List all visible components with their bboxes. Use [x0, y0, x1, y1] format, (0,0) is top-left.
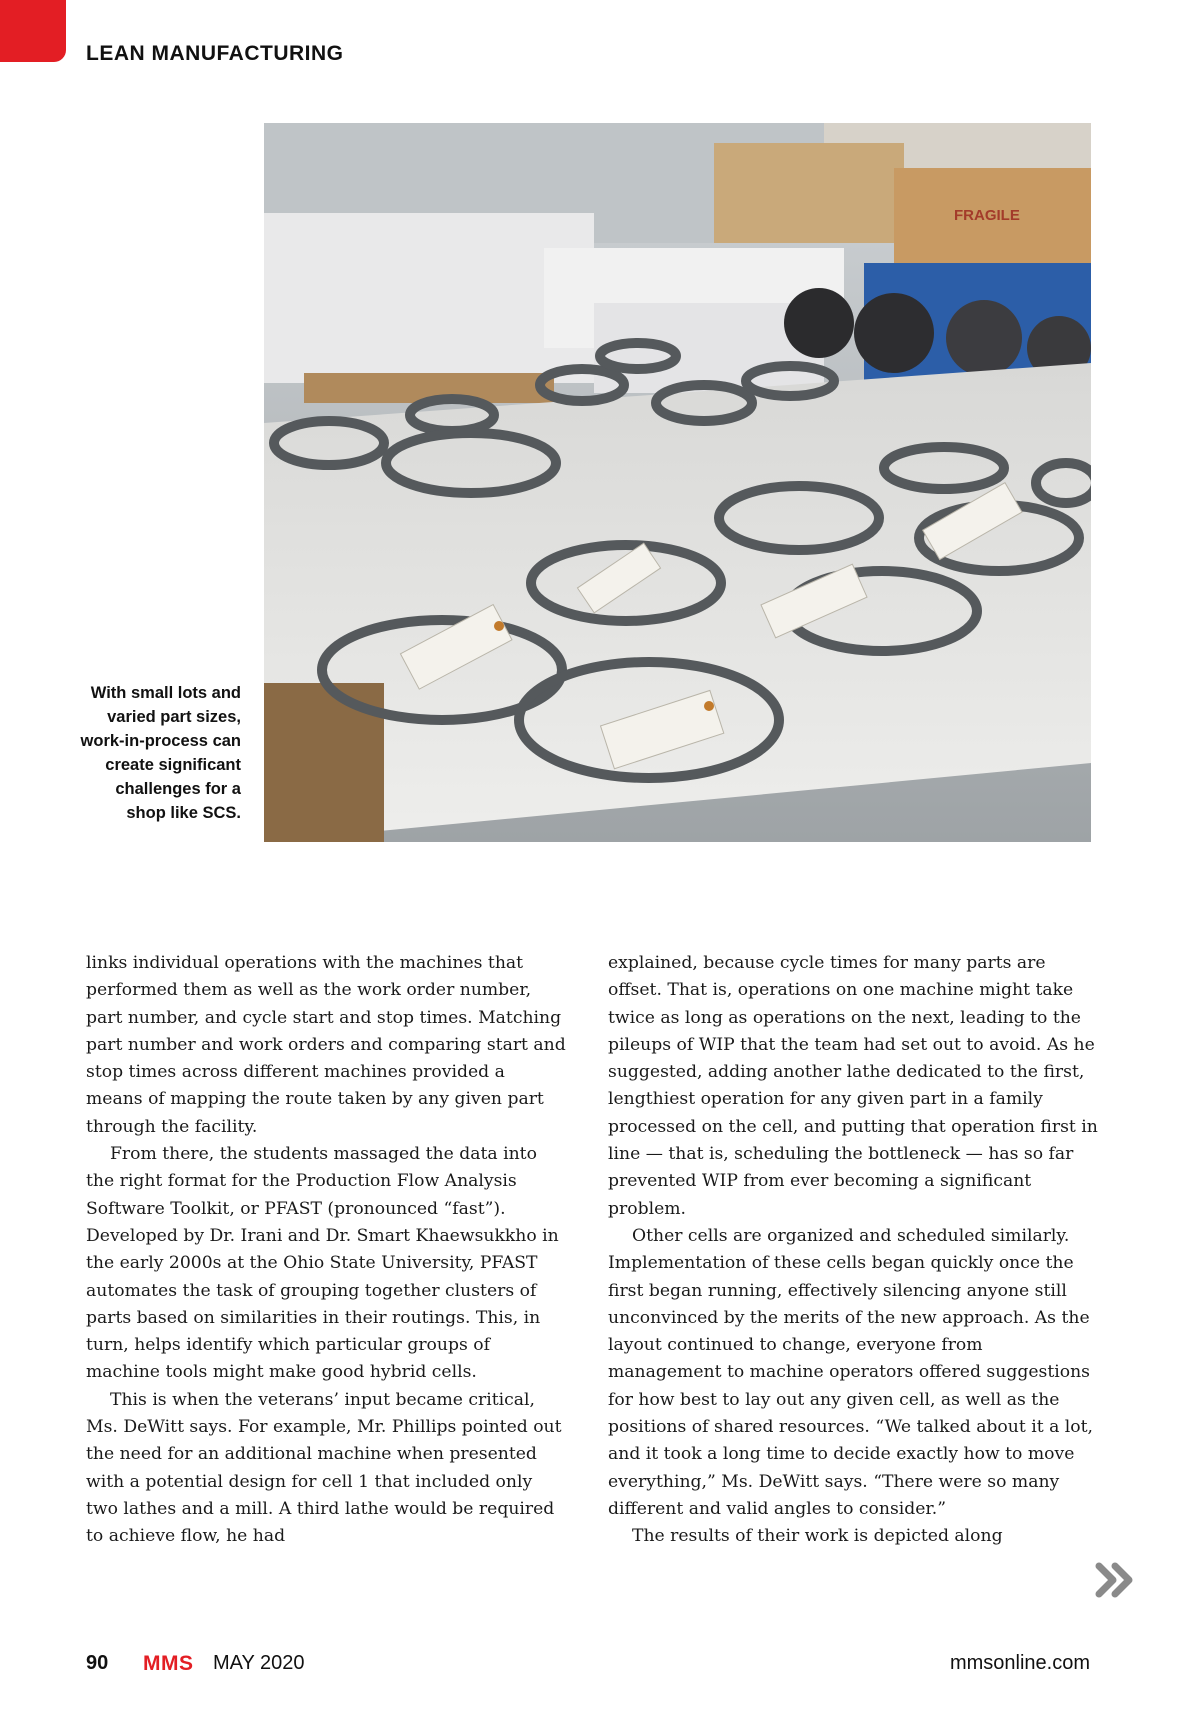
magazine-brand: MMS [143, 1652, 194, 1675]
paragraph: This is when the veterans’ input became critical, Ms. DeWitt says. For example, Mr. Phillips pointed out the need for an additional machine when presented with a potential design for cell 1 that included only two lathes and a mill. A third lathe would be required to achieve flow, he had [86, 1389, 562, 1547]
article-column-left [86, 950, 566, 1551]
section-tab-marker [0, 0, 66, 62]
issue-date: MAY 2020 [213, 1652, 305, 1674]
article-photo [264, 123, 1091, 842]
photo-fragile-label: FRAGILE [954, 207, 1020, 224]
double-chevron-right-icon[interactable] [1093, 1560, 1137, 1600]
page-number: 90 [86, 1652, 109, 1674]
paragraph: links individual operations with the machines that performed them as well as the work order number, part number, and cycle start and stop times. Matching part number and work orders and comparing start and stop times across different machines provided a means of mapping the route taken by any given part through the facility. [86, 953, 566, 1137]
article-column-right [608, 950, 1098, 1551]
paragraph: Other cells are organized and scheduled similarly. Implementation of these cells began quickly once the first began running, effectively silencing anyone still unconvinced by the merits of the new approach. As the layout continued to change, everyone from management to machine operators offered suggestions for how best to lay out any given cell, as well as the positions of shared resources. “We talked about it a lot, and it took a long time to decide exactly how to move everything,” Ms. DeWitt says. “There were so many different and valid angles to consider.” [608, 1225, 1094, 1519]
paragraph: The results of their work is depicted along [632, 1526, 1003, 1547]
paragraph: explained, because cycle times for many parts are offset. That is, operations on one machine might take twice as long as operations on the next, leading to the pileups of WIP that the team had set out to avoid. As he suggested, adding another lathe dedicated to the first, lengthiest operation for any given part in a family processed on the cell, and putting that operation first in line — that is, scheduling the bottleneck — has so far prevented WIP from ever becoming a significant problem. [608, 953, 1098, 1219]
website-link[interactable]: mmsonline.com [949, 1652, 1090, 1674]
paragraph: From there, the students massaged the data into the right format for the Production Flow Analysis Software Toolkit, or PFAST (pronounced “fast”). Developed by Dr. Irani and Dr. Smart Khaewsukkho in the early 2000s at the Ohio State University, PFAST automates the task of grouping together clusters of parts based on similarities in their routings. This, in turn, helps identify which particular groups of machine tools might make good hybrid cells. [86, 1144, 559, 1383]
section-header: LEAN MANUFACTURING [86, 42, 344, 65]
photo-caption: With small lots and varied part sizes, work-in-process can create significant challenges for a shop like SCS. [80, 684, 241, 822]
